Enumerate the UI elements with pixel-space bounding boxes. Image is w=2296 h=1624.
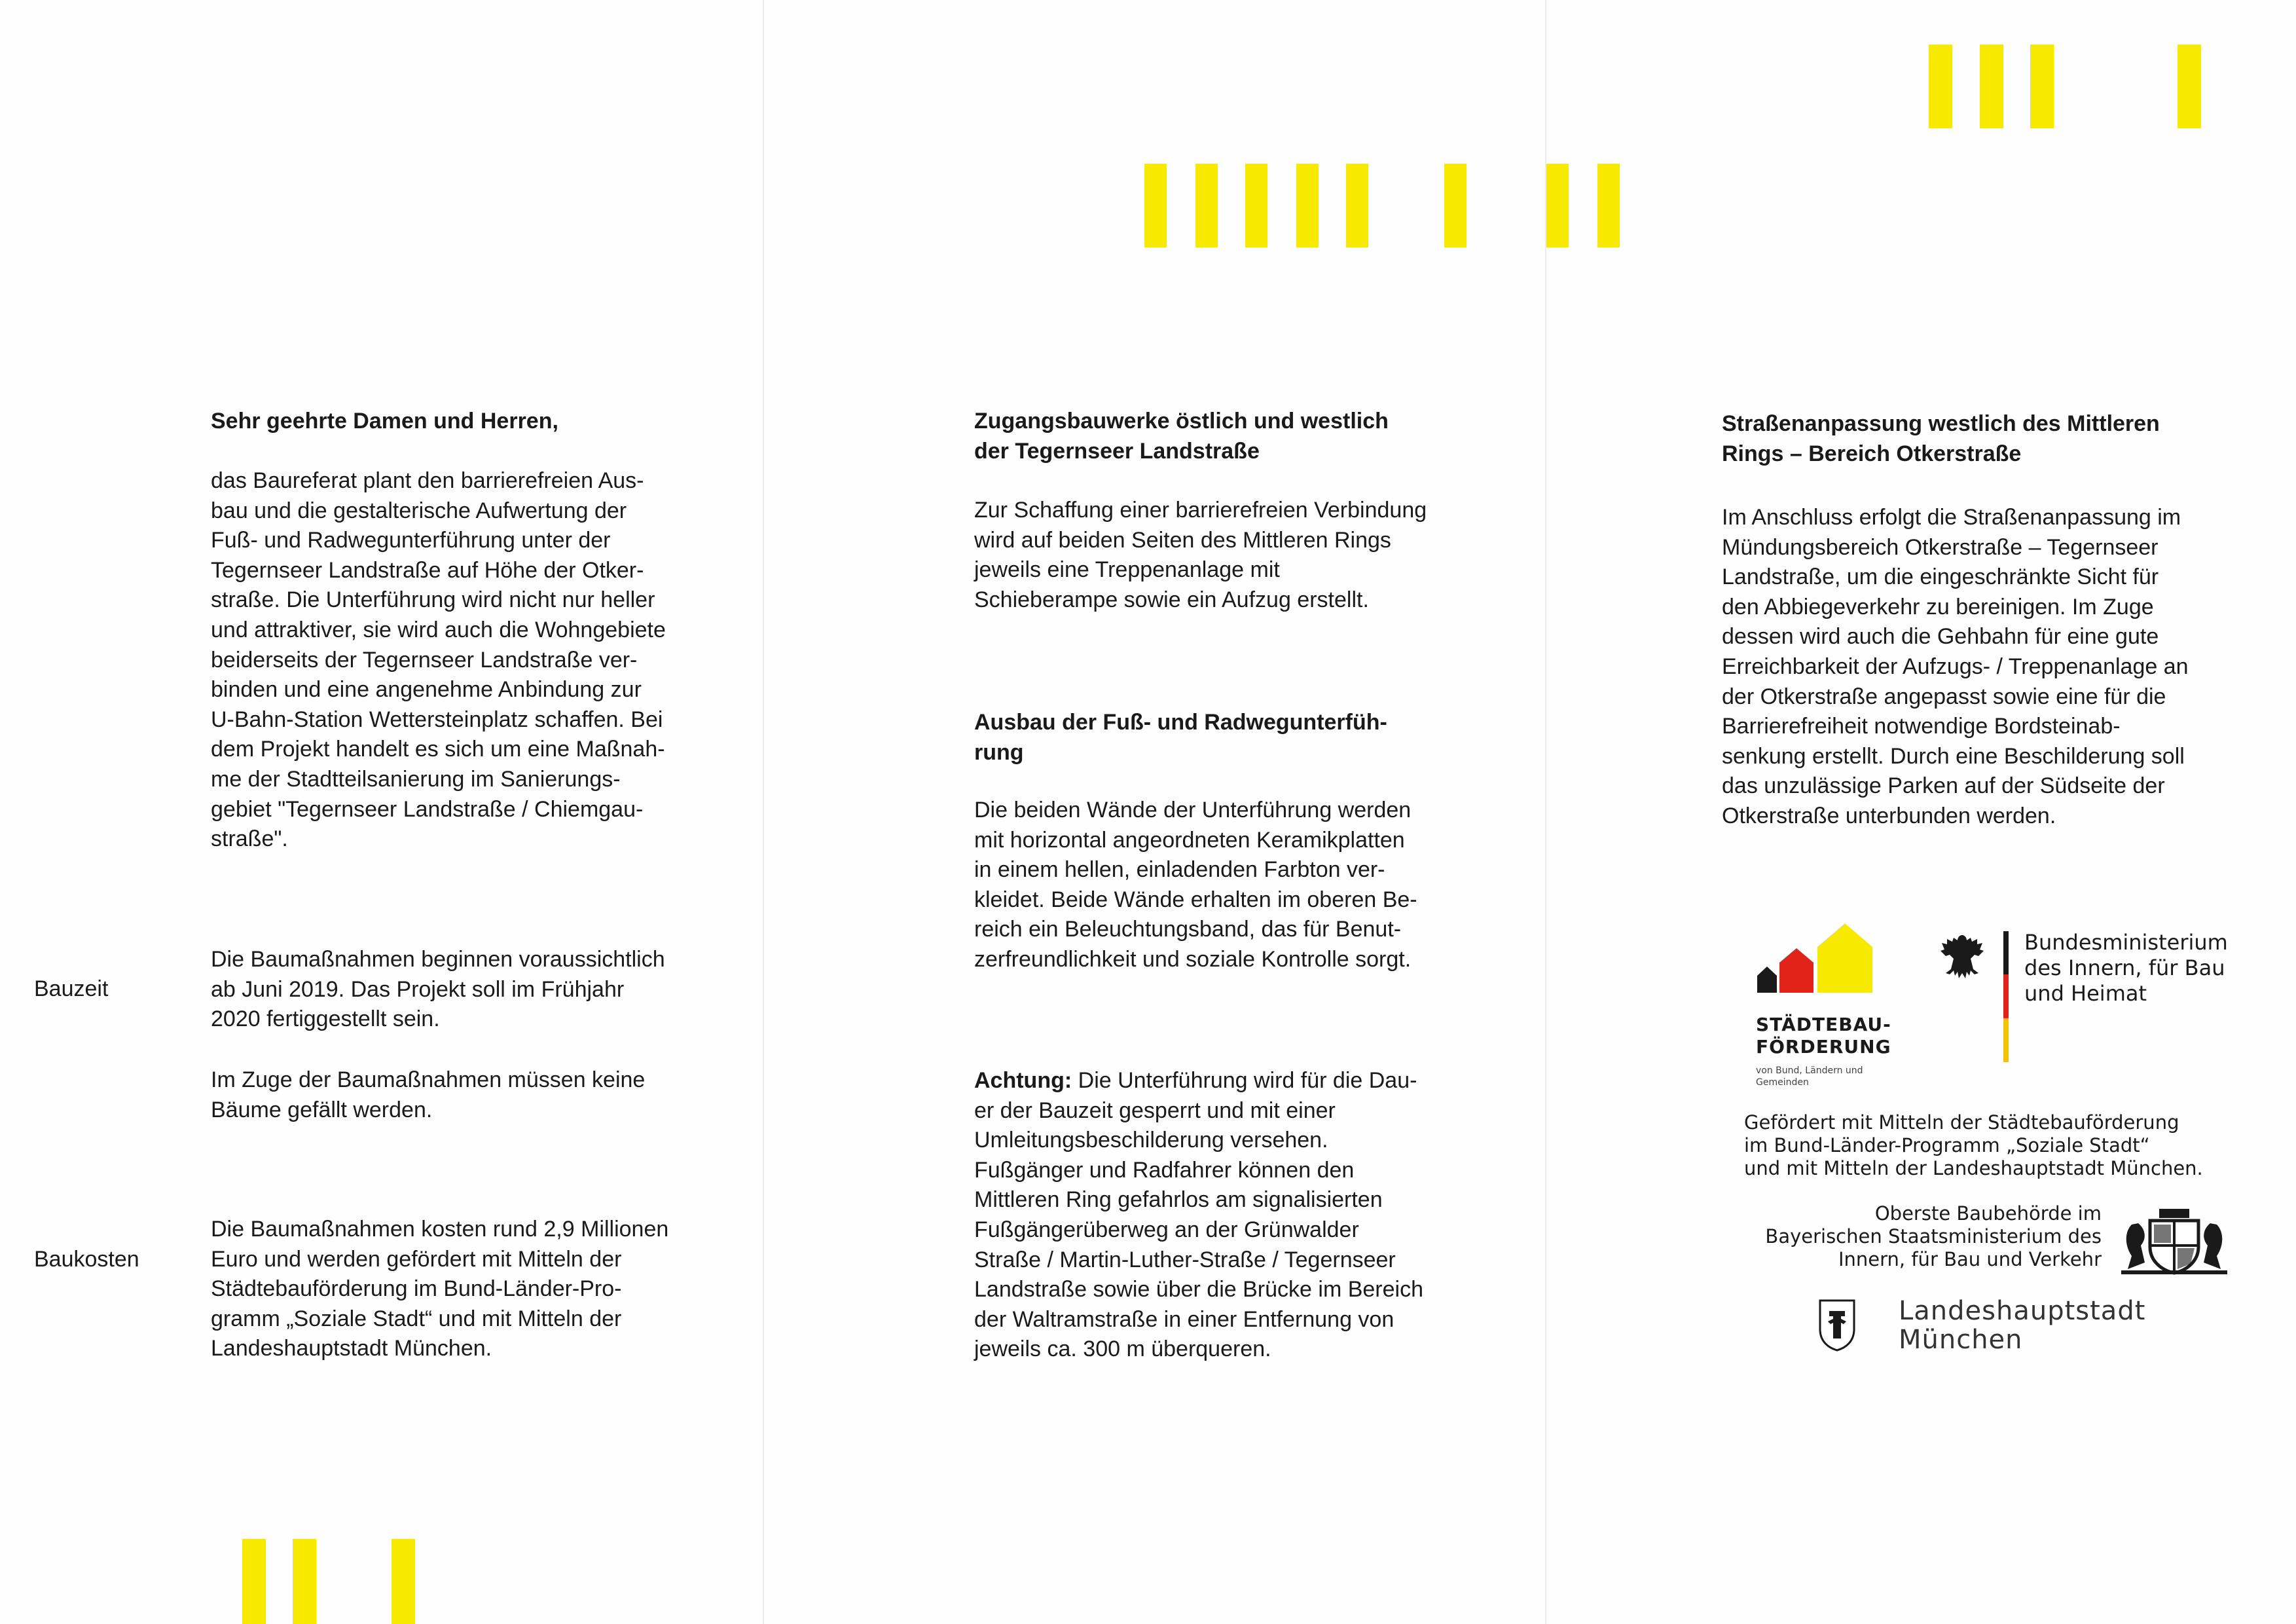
stripe: [1346, 164, 1368, 248]
munich-kindl-icon: [1817, 1297, 1857, 1352]
text-line: Bäume gefällt werden.: [211, 1097, 433, 1122]
warning-text: [974, 1066, 1423, 1365]
staedtebau-wordmark: [1756, 1014, 1891, 1058]
ministry-line: und Heimat: [2024, 981, 2147, 1006]
bavaria-line: Innern, für Bau und Verkehr: [1838, 1248, 2102, 1270]
text-line: dem Projekt handelt es sich um eine Maßnah-: [211, 737, 665, 762]
stripe: [2030, 45, 2054, 128]
text-line: beiderseits der Tegernseer Landstraße ver-: [211, 647, 638, 673]
stripe: [2178, 45, 2201, 128]
text-line: Landstraße, um die eingeschränkte Sicht für: [1722, 564, 2159, 590]
text-line: gramm „Soziale Stadt“ und mit Mitteln der: [211, 1306, 622, 1331]
heading-line: der Tegernseer Landstraße: [974, 439, 1260, 464]
heading-line: rung: [974, 740, 1024, 765]
text-line: Barrierefreiheit notwendige Bordsteinab-: [1722, 714, 2121, 739]
text-line: Fuß- und Radwegunterführung unter der: [211, 528, 611, 553]
text-line: und attraktiver, sie wird auch die Wohngebiete: [211, 617, 666, 642]
heading-zugangsbauwerke: [974, 406, 1389, 466]
text-line: Die Baumaßnahmen kosten rund 2,9 Millionen: [211, 1217, 669, 1242]
bavaria-authority-text: [1735, 1202, 2102, 1271]
text-line: reich ein Beleuchtungsband, das für Benut-: [974, 917, 1402, 942]
heading-strassenanpassung: [1722, 409, 2160, 469]
warning-first-line: [974, 1066, 1423, 1096]
subline-line: von Bund, Ländern und: [1756, 1065, 1863, 1076]
funding-line: im Bund-Länder-Programm „Soziale Stadt“: [1744, 1134, 2150, 1156]
munich-line: München: [1899, 1325, 2023, 1355]
text-line: der Otkerstraße angepasst sowie eine für die: [1722, 684, 2166, 709]
funding-line: Gefördert mit Mitteln der Städtebauförderung: [1744, 1111, 2179, 1134]
text-line: das Baureferat plant den barrierefreien Aus-: [211, 468, 644, 493]
heading-line: Straßenanpassung westlich des Mittleren: [1722, 411, 2160, 436]
text-line: kleidet. Beide Wände erhalten im oberen Be-: [974, 887, 1417, 912]
text-line: Tegernseer Landstraße auf Höhe der Otker-: [211, 557, 644, 583]
text-zugangsbauwerke: [974, 496, 1427, 615]
ministry-name: [2024, 930, 2228, 1006]
stripe: [1929, 45, 1952, 128]
funding-line: und mit Mitteln der Landeshauptstadt München.: [1744, 1157, 2203, 1179]
text-line: straße. Die Unterführung wird nicht nur heller: [211, 587, 655, 613]
german-flag-bar: [2003, 931, 2009, 1062]
text-line: Landeshauptstadt München.: [211, 1336, 492, 1361]
text-line: 2020 fertiggestellt sein.: [211, 1006, 440, 1032]
text-line: Die beiden Wände der Unterführung werden: [974, 798, 1412, 822]
text-line: me der Stadtteilsanierung im Sanierungs-: [211, 766, 621, 792]
flag-black: [2003, 931, 2009, 974]
text-line: Straße / Martin-Luther-Straße / Tegernseer: [974, 1247, 1396, 1272]
fold-line-left: [763, 0, 764, 1624]
stripe: [1444, 164, 1467, 248]
funding-note: [1744, 1111, 2203, 1180]
text-line: den Abbiegeverkehr zu bereinigen. Im Zuge: [1722, 594, 2154, 619]
text-line: Schieberampe sowie ein Aufzug erstellt.: [974, 587, 1369, 612]
text-line: jeweils eine Treppenanlage mit: [974, 557, 1280, 583]
text-line: ab Juni 2019. Das Projekt soll im Frühjahr: [211, 976, 625, 1002]
stripe: [1296, 164, 1319, 248]
text-line: straße".: [211, 826, 288, 852]
heading-ausbau: [974, 707, 1387, 767]
text-line: Im Anschluss erfolgt die Straßenanpassung im: [1722, 505, 2181, 530]
stripe: [1245, 164, 1267, 248]
text-line: Städtebauförderung im Bund-Länder-Pro-: [211, 1276, 622, 1302]
flag-red: [2003, 974, 2009, 1018]
stripe: [1144, 164, 1167, 248]
baeume-text: [211, 1065, 645, 1125]
text-line: er der Bauzeit gesperrt und mit einer: [974, 1098, 1336, 1123]
text-line: Mündungsbereich Otkerstraße – Tegernseer: [1722, 534, 2159, 560]
text-line: Zur Schaffung einer barrierefreien Verbindung: [974, 498, 1427, 523]
stripe: [293, 1539, 316, 1624]
warning-label: Achtung:: [974, 1068, 1072, 1093]
bavaria-line: Oberste Baubehörde im: [1874, 1202, 2102, 1225]
text-line: zerfreundlichkeit und soziale Kontrolle sorgt.: [974, 946, 1412, 972]
text-line: binden und eine angenehme Anbindung zur: [211, 677, 642, 703]
text-line: wird auf beiden Seiten des Mittleren Rings: [974, 527, 1391, 553]
baukosten-label: Baukosten: [34, 1247, 139, 1272]
wordmark-line: FÖRDERUNG: [1756, 1036, 1891, 1058]
bauzeit-label: Bauzeit: [34, 976, 109, 1001]
text-line: mit horizontal angeordneten Keramikplatten: [974, 827, 1405, 853]
ministry-line: des Innern, für Bau: [2024, 955, 2225, 980]
text-line: U-Bahn-Station Wettersteinplatz schaffen. Bei: [211, 707, 663, 732]
intro-text: [211, 466, 666, 855]
federal-eagle-icon: [1939, 932, 1985, 982]
staedtebau-subline: [1756, 1065, 1863, 1088]
text-line: gebiet "Tegernseer Landstraße / Chiemgau-: [211, 796, 644, 822]
text-line: Mittleren Ring gefahrlos am signalisierten: [974, 1187, 1383, 1213]
text-line: jeweils ca. 300 m überqueren.: [974, 1337, 1271, 1362]
text-line: Euro und werden gefördert mit Mitteln der: [211, 1246, 622, 1272]
baukosten-text: [211, 1215, 668, 1364]
munich-wordmark: [1899, 1297, 2145, 1354]
text-ausbau: [974, 796, 1417, 975]
text-line: das unzulässige Parken auf der Südseite der: [1722, 773, 2165, 799]
ministry-line: Bundesministerium: [2024, 930, 2228, 955]
wordmark-line: STÄDTEBAU-: [1756, 1014, 1891, 1035]
stripe: [242, 1539, 266, 1624]
text-line: bau und die gestalterische Aufwertung der: [211, 498, 627, 523]
heading-line: Ausbau der Fuß- und Radwegunterfüh-: [974, 710, 1387, 735]
text-line: dessen wird auch die Gehbahn für eine gute: [1722, 624, 2159, 650]
text-line: Umleitungsbeschilderung versehen.: [974, 1128, 1328, 1153]
stripe: [392, 1539, 415, 1624]
text-line: Im Zuge der Baumaßnahmen müssen keine: [211, 1067, 646, 1092]
text-line: der Waltramstraße in einer Entfernung von: [974, 1306, 1394, 1332]
salutation: Sehr geehrte Damen und Herren,: [211, 409, 558, 434]
text-line: Fußgänger und Radfahrer können den: [974, 1157, 1355, 1183]
text-line: Fußgängerüberweg an der Grünwalder: [974, 1217, 1359, 1242]
text-line: Die Baumaßnahmen beginnen voraussichtlich: [211, 947, 665, 972]
heading-line: Zugangsbauwerke östlich und westlich: [974, 409, 1389, 434]
stripe: [1980, 45, 2003, 128]
bavaria-line: Bayerischen Staatsministerium des: [1765, 1225, 2102, 1247]
munich-line: Landeshauptstadt: [1899, 1296, 2146, 1326]
text-line: in einem hellen, einladenden Farbton ver-: [974, 857, 1385, 883]
heading-line: Rings – Bereich Otkerstraße: [1722, 441, 2022, 466]
stripe: [1546, 164, 1569, 248]
bauzeit-text: [211, 945, 665, 1035]
text-line: Landstraße sowie über die Brücke im Bereich: [974, 1277, 1423, 1302]
warning-first-text: Die Unterführung wird für die Dau-: [1072, 1068, 1417, 1093]
houses-logo-icon: [1755, 922, 1879, 994]
stripe: [1597, 164, 1620, 248]
text-line: Erreichbarkeit der Aufzugs- / Treppenanlage an: [1722, 654, 2189, 679]
text-line: senkung erstellt. Durch eine Beschilderung soll: [1722, 743, 2185, 769]
flag-gold: [2003, 1018, 2009, 1062]
text-line: Otkerstraße unterbunden werden.: [1722, 803, 2056, 828]
stripe: [1195, 164, 1218, 248]
bavarian-coat-of-arms-icon: [2119, 1205, 2230, 1276]
subline-line: Gemeinden: [1756, 1077, 1809, 1088]
text-strassenanpassung: [1722, 503, 2189, 832]
